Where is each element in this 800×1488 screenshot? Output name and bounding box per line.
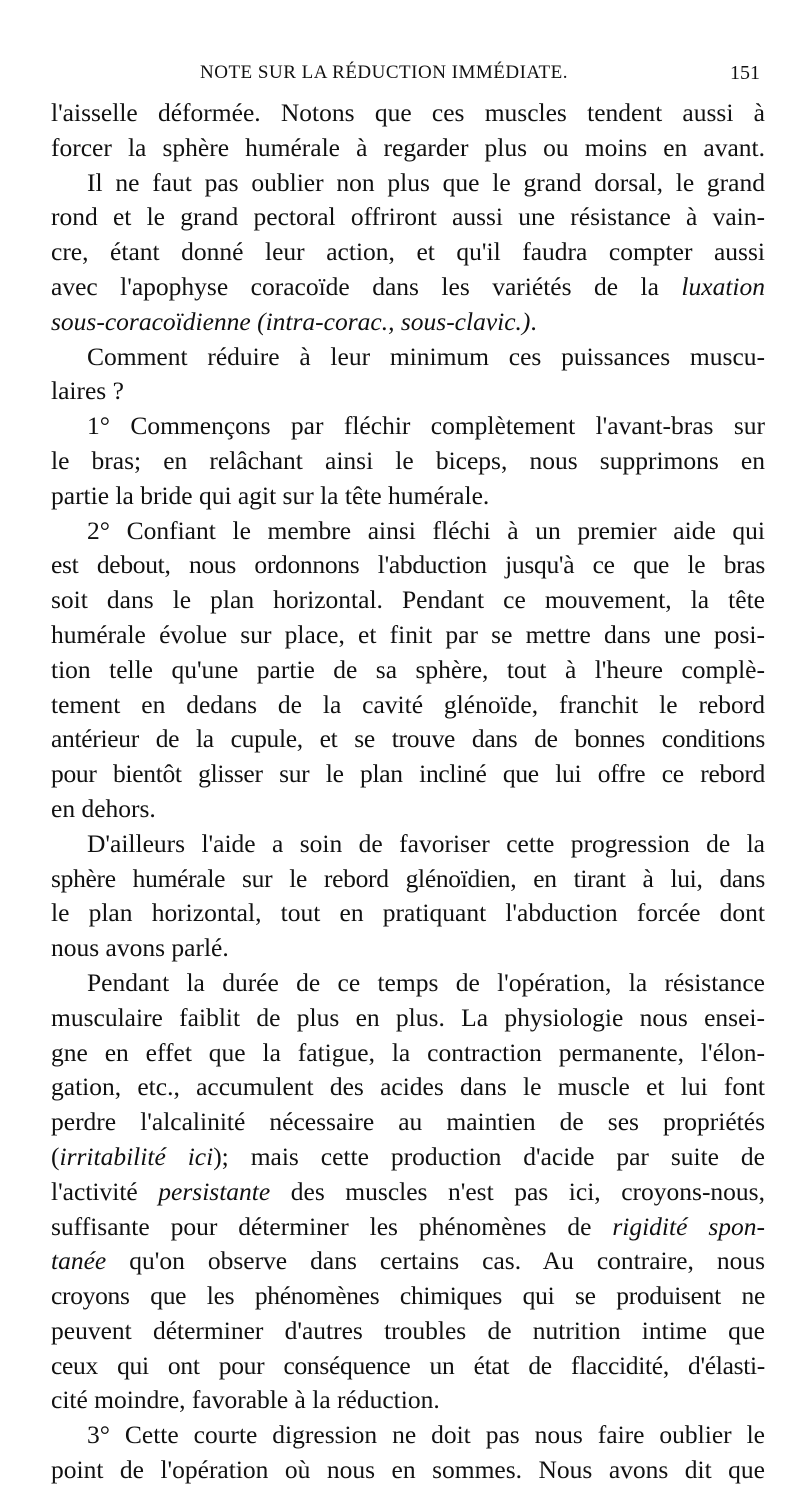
text-line: 2° Confiant le membre ainsi fléchi à un premier aide qui <box>87 515 765 545</box>
text-line: cité moindre, favorable à la réduction. <box>51 1385 440 1415</box>
text-line: tion telle qu'une partie de sa sphère, tout à l'heure complè- <box>51 654 765 684</box>
text-line: le bras; en relâchant ainsi le biceps, nous supprimons en <box>51 445 765 475</box>
text-line: peuvent déterminer d'autres troubles de nutrition intime que <box>51 1315 765 1345</box>
text-line: forcer la sphère humérale à regarder plus ou moins en avant. <box>51 132 765 162</box>
text-line: Il ne faut pas oublier non plus que le grand dorsal, le grand <box>87 167 765 197</box>
text-line: 3° Cette courte digression ne doit pas nous faire oublier le <box>87 1420 765 1450</box>
italic-term: tanée <box>51 1246 107 1276</box>
text-line: est debout, nous ordonnons l'abduction jusqu'à ce que le bras <box>51 550 765 580</box>
text-line: laires ? <box>51 376 124 406</box>
text-line: cre, étant donné leur action, et qu'il faudra compter aussi <box>51 237 765 267</box>
italic-term: persistante <box>158 1176 271 1206</box>
text-line: musculaire faiblit de plus en plus. La physiologie nous ensei- <box>51 1002 765 1032</box>
text-line: (irritabilité ici); mais cette production d'acide par suite de <box>51 1141 765 1171</box>
text-line: antérieur de la cupule, et se trouve dans de bonnes conditions <box>51 724 765 754</box>
text-line: sous-coracoïdienne (intra-corac., sous-clavic.). <box>51 306 537 336</box>
italic-term: irritabilité ici <box>59 1141 214 1171</box>
text-line: 1° Commençons par fléchir complètement l'avant-bras sur <box>87 411 765 441</box>
text-line: tement en dedans de la cavité glénoïde, franchit le rebord <box>51 689 765 719</box>
text-line: l'aisselle déformée. Notons que ces muscles tendent aussi à <box>51 98 765 127</box>
text-line: partie la bride qui agit sur la tête humérale. <box>51 480 490 510</box>
text-line: sphère humérale sur le rebord glénoïdien, en tirant à lui, dans <box>51 863 765 893</box>
text-line: point de l'opération où nous en sommes. Nous avons dit que <box>51 1455 765 1485</box>
text-line: en dehors. <box>51 793 156 823</box>
text-line: gne en effet que la fatigue, la contraction permanente, l'élon- <box>51 1037 765 1067</box>
text-line: Comment réduire à leur minimum ces puissances muscu- <box>87 341 765 371</box>
text-line: l'activité persistante des muscles n'est pas ici, croyons-nous, <box>51 1176 765 1206</box>
text-line: le plan horizontal, tout en pratiquant l'abduction forcée dont <box>51 898 765 928</box>
italic-term: rigidité spon- <box>612 1211 765 1241</box>
text-line: ceux qui ont pour conséquence un état de flaccidité, d'élasti- <box>51 1350 765 1380</box>
body-text <box>51 96 765 1488</box>
italic-term: luxation <box>681 271 765 301</box>
running-header <box>200 62 760 88</box>
text-line: soit dans le plan horizontal. Pendant ce mouvement, la tête <box>51 585 765 615</box>
text-line: perdre l'alcalinité nécessaire au maintien de ses propriétés <box>51 1107 765 1137</box>
text-line: croyons que les phénomènes chimiques qui se produisent ne <box>51 1281 765 1311</box>
page-number: 151 <box>730 62 760 84</box>
text-line: gation, etc., accumulent des acides dans le muscle et lui font <box>51 1072 765 1102</box>
running-title: NOTE SUR LA RÉDUCTION IMMÉDIATE. <box>200 62 569 83</box>
text-line: avec l'apophyse coracoïde dans les variétés de la luxation <box>51 271 765 301</box>
text-line: tanée qu'on observe dans certains cas. Au contraire, nous <box>51 1246 765 1276</box>
text-line: suffisante pour déterminer les phénomènes de rigidité spon- <box>51 1211 765 1241</box>
text-line: rond et le grand pectoral offriront aussi une résistance à vain- <box>51 202 765 232</box>
text-line: Pendant la durée de ce temps de l'opération, la résistance <box>87 967 765 997</box>
text-line: nous avons parlé. <box>51 933 229 963</box>
text-line: D'ailleurs l'aide a soin de favoriser cette progression de la <box>87 828 765 858</box>
text-line: pour bientôt glisser sur le plan incliné que lui offre ce rebord <box>51 759 765 789</box>
text-line: humérale évolue sur place, et finit par se mettre dans une posi- <box>51 619 765 649</box>
italic-term: sous-coracoïdienne (intra-corac., sous-clavic.) <box>51 306 531 336</box>
